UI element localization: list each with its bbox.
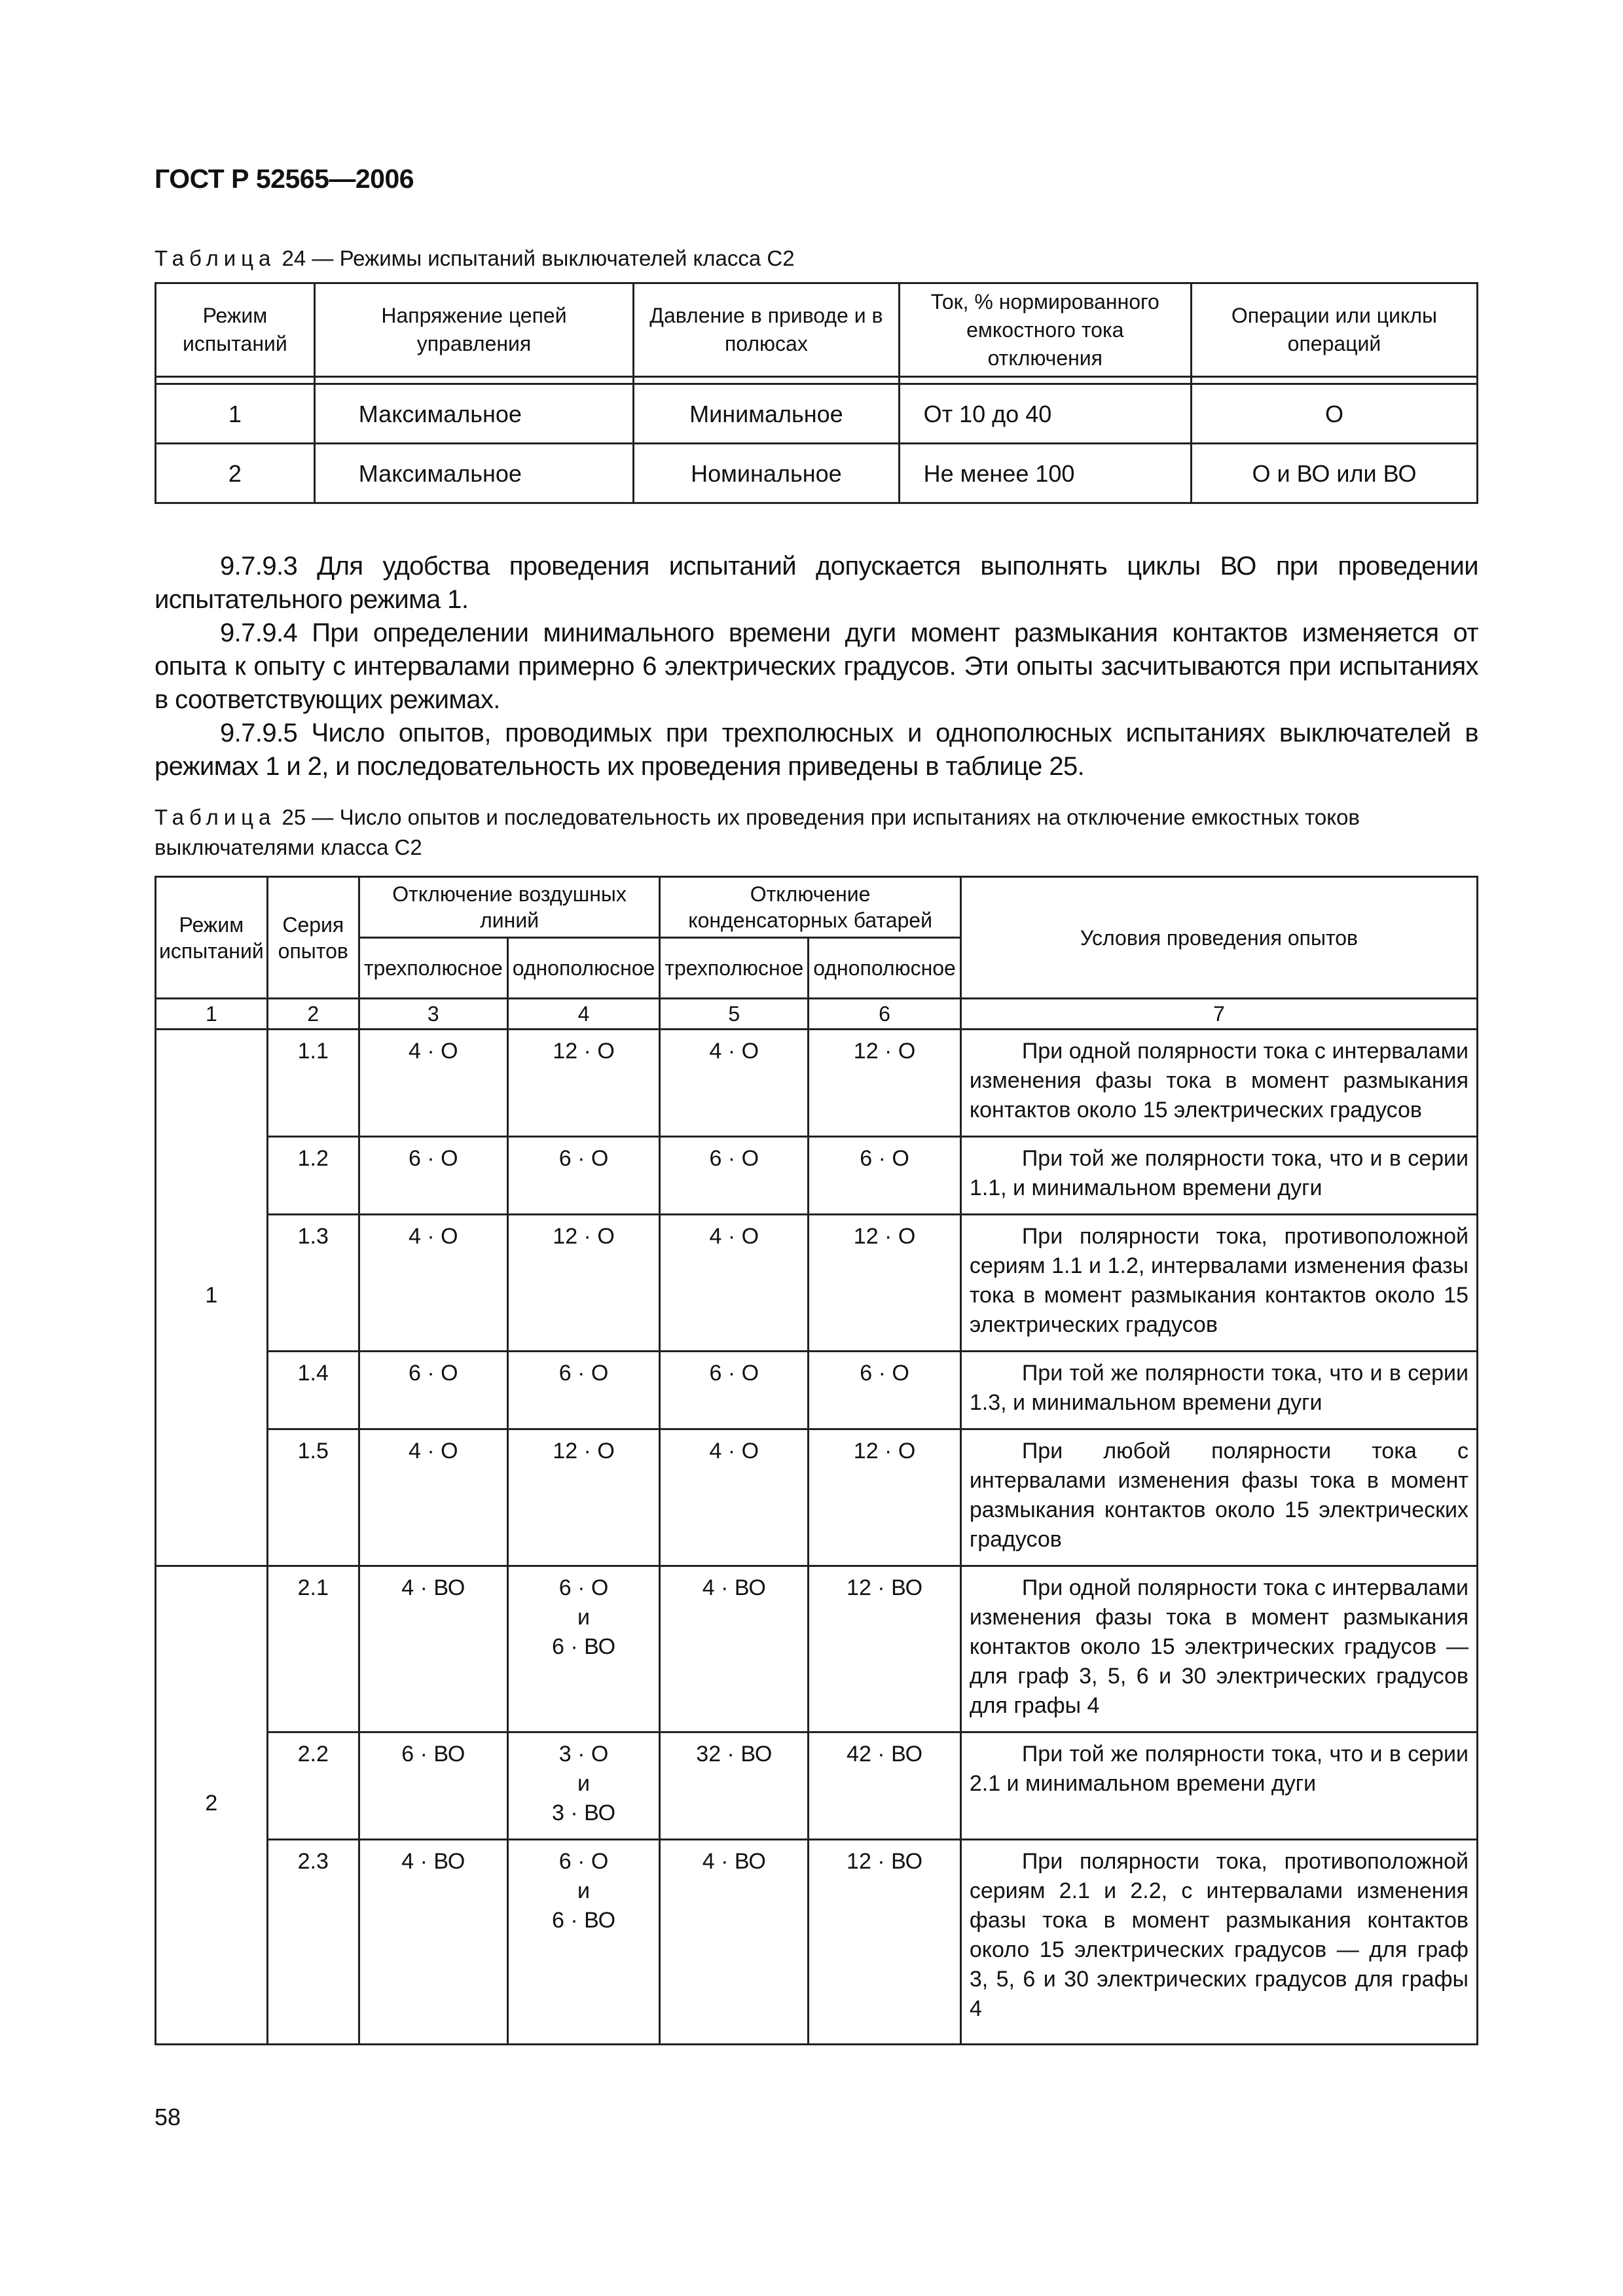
table25-cell: 12 · О bbox=[809, 1030, 961, 1137]
table25-cell: 6 · О bbox=[507, 1352, 660, 1429]
conditions-text: При полярности тока, противоположной сериям 2.1 и 2.2, с интервалами изменения фазы тока в момент размыкания контактов около 15 электрических градусов — для граф 3, 5, 6 и 30 электрических градусов для графы 4 bbox=[969, 1849, 1468, 2021]
table25-conditions bbox=[960, 1030, 1477, 1137]
table-row bbox=[156, 1732, 1478, 1840]
table-row bbox=[156, 1840, 1478, 2045]
table25-cell-stacked bbox=[507, 1732, 660, 1840]
conditions-text: При одной полярности тока с интервалами изменения фазы тока в момент размыкания контактов около 15 электрических градусов bbox=[969, 1039, 1468, 1122]
table25-series: 1.1 bbox=[267, 1030, 359, 1137]
conditions-text: При той же полярности тока, что и в серии 1.3, и минимальном времени дуги bbox=[969, 1361, 1468, 1415]
table-row bbox=[156, 1030, 1478, 1137]
table25-series: 1.5 bbox=[267, 1429, 359, 1566]
table25-header-series: Серия опытов bbox=[267, 877, 359, 999]
table25-cell: 4 · О bbox=[359, 1429, 507, 1566]
table25-cell: 6 · О bbox=[809, 1137, 961, 1215]
table-row bbox=[156, 1137, 1478, 1215]
conditions-text: При той же полярности тока, что и в серии 2.1 и минимальном времени дуги bbox=[969, 1742, 1468, 1796]
column-number: 4 bbox=[507, 999, 660, 1030]
table24-caption-label: Таблица bbox=[155, 246, 276, 270]
table25-header-cap-three-pole: трехполюсное bbox=[660, 938, 809, 999]
stacked-line: 3 · ВО bbox=[551, 1801, 616, 1825]
table25-cell: 4 · ВО bbox=[660, 1566, 809, 1732]
table25-mode-cell: 2 bbox=[156, 1566, 268, 2045]
table25-conditions bbox=[960, 1840, 1477, 2045]
body-paragraphs bbox=[155, 550, 1478, 783]
table25-series: 2.2 bbox=[267, 1732, 359, 1840]
column-number: 1 bbox=[156, 999, 268, 1030]
table25-series: 1.2 bbox=[267, 1137, 359, 1215]
table24-cell: От 10 до 40 bbox=[899, 384, 1191, 444]
table25-caption bbox=[155, 802, 1478, 863]
document-header: ГОСТ Р 52565—2006 bbox=[155, 164, 414, 194]
table24-separator bbox=[156, 377, 1478, 384]
table25-header-row-1 bbox=[156, 877, 1478, 938]
table25-cell: 12 · ВО bbox=[809, 1840, 961, 2045]
column-number: 7 bbox=[960, 999, 1477, 1030]
table25-cell: 6 · О bbox=[359, 1352, 507, 1429]
table25-cell: 6 · О bbox=[660, 1137, 809, 1215]
table25-header-conditions: Условия проведения опытов bbox=[960, 877, 1477, 999]
stacked-line: и bbox=[577, 1878, 591, 1903]
page-number: 58 bbox=[155, 2104, 181, 2130]
column-number: 2 bbox=[267, 999, 359, 1030]
table25-series: 1.4 bbox=[267, 1352, 359, 1429]
table25-cell: 12 · О bbox=[507, 1030, 660, 1137]
conditions-text: При полярности тока, противоположной сериям 1.1 и 1.2, интервалами изменения фазы тока в момент размыкания контактов около 15 электрических градусов bbox=[969, 1224, 1468, 1337]
table25-header-air-lines: Отключение воздушных линий bbox=[359, 877, 660, 938]
table24-header-operations: Операции или циклы операций bbox=[1191, 283, 1477, 377]
table25-cell: 6 · О bbox=[809, 1352, 961, 1429]
table25-header-air-single-pole: однополюсное bbox=[507, 938, 660, 999]
stacked-line: и bbox=[577, 1771, 591, 1796]
table25-series: 2.1 bbox=[267, 1566, 359, 1732]
table24-caption bbox=[155, 243, 795, 274]
table24-cell: Номинальное bbox=[634, 444, 899, 503]
table25-conditions bbox=[960, 1215, 1477, 1352]
table25-cell: 4 · О bbox=[660, 1429, 809, 1566]
table24-cell: Минимальное bbox=[634, 384, 899, 444]
table-row bbox=[156, 1566, 1478, 1732]
table24-header-pressure: Давление в приводе и в полюсах bbox=[634, 283, 899, 377]
table25-cell: 6 · ВО bbox=[359, 1732, 507, 1840]
table-row bbox=[156, 1429, 1478, 1566]
table25-column-numbers bbox=[156, 999, 1478, 1030]
table25-cell: 4 · О bbox=[359, 1030, 507, 1137]
table24-cell: Максимальное bbox=[314, 384, 633, 444]
stacked-line: и bbox=[577, 1605, 591, 1630]
table-row bbox=[156, 384, 1478, 444]
table25-header-cap-banks: Отключение конденсаторных батарей bbox=[660, 877, 961, 938]
stacked-line: 6 · О bbox=[558, 1849, 609, 1874]
table25-cell-stacked bbox=[507, 1566, 660, 1732]
table25-cell: 12 · О bbox=[809, 1215, 961, 1352]
table25-series: 1.3 bbox=[267, 1215, 359, 1352]
table25-cell: 6 · О bbox=[660, 1352, 809, 1429]
paragraph-9-7-9-5: 9.7.9.5 Число опытов, проводимых при трехполюсных и однополюсных испытаниях выключателей в режимах 1 и 2, и последовательность их проведения приведены в таблице 25. bbox=[155, 719, 1478, 781]
column-number: 6 bbox=[809, 999, 961, 1030]
table25-cell: 4 · ВО bbox=[359, 1840, 507, 2045]
table24-header-voltage: Напряжение цепей управления bbox=[314, 283, 633, 377]
table25-cell: 12 · О bbox=[507, 1215, 660, 1352]
table25-cell: 12 · О bbox=[809, 1429, 961, 1566]
table24-cell: 1 bbox=[156, 384, 315, 444]
conditions-text: При той же полярности тока, что и в серии 1.1, и минимальном времени дуги bbox=[969, 1146, 1468, 1200]
table25-caption-label: Таблица bbox=[155, 805, 276, 829]
table25-cell: 4 · ВО bbox=[660, 1840, 809, 2045]
paragraph-9-7-9-3: 9.7.9.3 Для удобства проведения испытаний допускается выполнять циклы ВО при проведении испытательного режима 1. bbox=[155, 552, 1478, 614]
table25-cell: 4 · О bbox=[660, 1215, 809, 1352]
table24-cell: О и ВО или ВО bbox=[1191, 444, 1477, 503]
table25-header-cap-single-pole: однополюсное bbox=[809, 938, 961, 999]
table25-mode-cell: 1 bbox=[156, 1030, 268, 1566]
table24-caption-text: 24 — Режимы испытаний выключателей класса С2 bbox=[276, 246, 795, 270]
table24-cell: О bbox=[1191, 384, 1477, 444]
table-24 bbox=[155, 282, 1478, 504]
stacked-line: 6 · О bbox=[558, 1575, 609, 1600]
table25-cell: 4 · ВО bbox=[359, 1566, 507, 1732]
table-row bbox=[156, 1352, 1478, 1429]
table25-conditions bbox=[960, 1732, 1477, 1840]
table24-header-current: Ток, % нормированного емкостного тока отключения bbox=[899, 283, 1191, 377]
stacked-line: 3 · О bbox=[558, 1742, 609, 1767]
table25-cell: 32 · ВО bbox=[660, 1732, 809, 1840]
conditions-text: При любой полярности тока с интервалами изменения фазы тока в момент размыкания контактов около 15 электрических градусов bbox=[969, 1439, 1468, 1552]
table25-cell: 42 · ВО bbox=[809, 1732, 961, 1840]
table24-header-row bbox=[156, 283, 1478, 377]
table24-cell: Максимальное bbox=[314, 444, 633, 503]
table25-conditions bbox=[960, 1137, 1477, 1215]
table25-series: 2.3 bbox=[267, 1840, 359, 2045]
column-number: 5 bbox=[660, 999, 809, 1030]
table24-cell: 2 bbox=[156, 444, 315, 503]
table25-conditions bbox=[960, 1429, 1477, 1566]
column-number: 3 bbox=[359, 999, 507, 1030]
table25-header-mode: Режим испытаний bbox=[156, 877, 268, 999]
table24-header-mode: Режим испытаний bbox=[156, 283, 315, 377]
table25-header-air-three-pole: трехполюсное bbox=[359, 938, 507, 999]
table-row bbox=[156, 444, 1478, 503]
table25-cell: 12 · ВО bbox=[809, 1566, 961, 1732]
table25-cell: 6 · О bbox=[359, 1137, 507, 1215]
table25-conditions bbox=[960, 1566, 1477, 1732]
table24-cell: Не менее 100 bbox=[899, 444, 1191, 503]
stacked-line: 6 · ВО bbox=[551, 1634, 616, 1659]
conditions-text: При одной полярности тока с интервалами изменения фазы тока в момент размыкания контактов около 15 электрических градусов — для граф 3, 5, 6 и 30 электрических градусов для графы 4 bbox=[969, 1575, 1468, 1718]
table25-caption-text: 25 — Число опытов и последовательность их проведения при испытаниях на отключение емкостных токов выключателями класса С2 bbox=[155, 805, 1360, 859]
table25-cell: 4 · О bbox=[660, 1030, 809, 1137]
table25-cell: 6 · О bbox=[507, 1137, 660, 1215]
table25-cell-stacked bbox=[507, 1840, 660, 2045]
paragraph-9-7-9-4: 9.7.9.4 При определении минимального времени дуги момент размыкания контактов изменяется от опыта к опыту с интервалами примерно 6 электрических градусов. Эти опыты засчитываются при испытаниях в соответствующих режимах. bbox=[155, 619, 1478, 714]
table-25 bbox=[155, 876, 1478, 2045]
table-row bbox=[156, 1215, 1478, 1352]
table25-conditions bbox=[960, 1352, 1477, 1429]
table25-cell: 4 · О bbox=[359, 1215, 507, 1352]
stacked-line: 6 · ВО bbox=[551, 1908, 616, 1933]
table25-cell: 12 · О bbox=[507, 1429, 660, 1566]
